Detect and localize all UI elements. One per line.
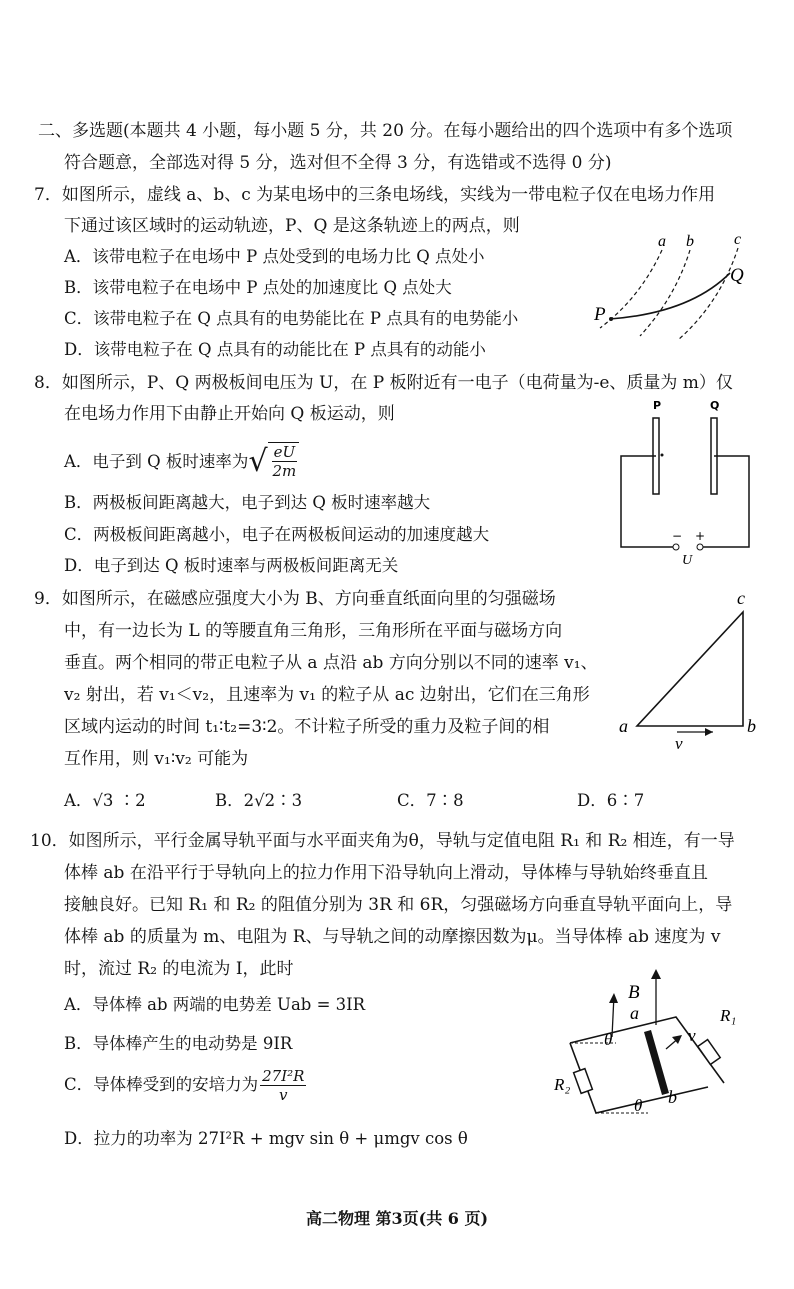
triangle-abc: [637, 612, 743, 726]
q7-option-a[interactable]: A．该带电粒子在电场中 P 点处受到的电场力比 Q 点处小: [64, 247, 485, 266]
q7-stem-line1: 7．如图所示，虚线 a、b、c 为某电场中的三条电场线，实线为一带电粒子仅在电场力作用: [34, 185, 716, 205]
q10-stem-line1: 10．如图所示，平行金属导轨平面与水平面夹角为θ，导轨与定值电阻 R₁ 和 R₂ 相连，有一导: [30, 831, 735, 851]
field-line-c: [678, 248, 738, 340]
velocity-arrowhead: [705, 728, 713, 736]
q8-a-numerator: eU: [273, 443, 296, 461]
q8-option-c[interactable]: C．两极板间距离越小，电子在两极板间运动的加速度越大: [64, 525, 490, 544]
label-r2: R₂: [554, 1075, 571, 1094]
label-c: c: [737, 588, 745, 608]
resistor-r1: [698, 1040, 720, 1065]
q7-field-line-figure: [580, 228, 780, 348]
electron-dot: [661, 454, 664, 457]
q10-option-c[interactable]: [64, 1060, 308, 1110]
q9-triangle-figure: [615, 588, 765, 753]
label-v: v: [688, 1026, 696, 1045]
label-b: b: [747, 716, 756, 736]
q9-stem-line2: 中，有一边长为 L 的等腰直角三角形，三角形所在平面与磁场方向: [64, 621, 563, 641]
q7-option-d[interactable]: D．该带电粒子在 Q 点具有的动能比在 P 点具有的动能小: [64, 340, 486, 359]
q9-stem-line5: 区域内运动的时间 t₁∶t₂=3∶2。不计粒子所受的重力及粒子间的相: [64, 717, 550, 737]
terminal-plus: [697, 544, 703, 550]
wire-right: [703, 456, 749, 547]
section-title-line1: 二、多选题(本题共 4 小题，每小题 5 分，共 20 分。在每小题给出的四个选项中有多个选项: [38, 121, 733, 141]
label-b-field: B: [628, 982, 640, 1003]
label-a: a: [630, 1003, 639, 1023]
q10-rail-circuit-figure: [548, 965, 788, 1125]
label-b: b: [668, 1087, 677, 1107]
q10-option-d[interactable]: D．拉力的功率为 27I²R + mgv sin θ + μmgv cos θ: [64, 1129, 468, 1148]
q10-stem-line5: 时，流过 R₂ 的电流为 I，此时: [64, 959, 294, 979]
q10-option-b[interactable]: B．导体棒产生的电动势是 9IR: [64, 1034, 293, 1053]
q9-stem-line4: v₂ 射出，若 v₁＜v₂，且速率为 v₁ 的粒子从 ac 边射出，它们在三角形: [64, 685, 590, 705]
q10-stem-line3: 接触良好。已知 R₁ 和 R₂ 的阻值分别为 3R 和 6R，匀强磁场方向垂直导轨平面向上，导: [64, 895, 733, 915]
label-b: b: [686, 233, 694, 250]
label-a: a: [619, 716, 628, 736]
q8-stem-line1: 8．如图所示，P、Q 两极板间电压为 U，在 P 板附近有一电子（电荷量为-e、质量为 m）仅: [34, 373, 733, 393]
plate-p-label: P: [653, 399, 662, 412]
label-a: a: [658, 233, 666, 250]
q10-option-c-text: C．导体棒受到的安培力为: [64, 1075, 259, 1094]
label-r1: R₁: [720, 1006, 737, 1025]
q9-option-a[interactable]: A．√3 ∶2: [64, 791, 146, 810]
q7-option-b[interactable]: B．该带电粒子在电场中 P 点处的加速度比 Q 点处大: [64, 278, 452, 297]
q9-option-c[interactable]: C．7∶8: [397, 791, 464, 810]
terminal-minus: [673, 544, 679, 550]
q8-option-d[interactable]: D．电子到达 Q 板时速率与两极板间距离无关: [64, 556, 399, 575]
q10-c-denominator: v: [279, 1085, 288, 1104]
field-line-b: [640, 250, 690, 336]
sqrt-symbol: √ $\frac{eU}{2m}$: [248, 442, 299, 482]
q9-stem-line3: 垂直。两个相同的带正电粒子从 a 点沿 ab 方向分别以不同的速率 v₁、: [64, 653, 598, 673]
conductor-bar-ab: [644, 1030, 669, 1095]
page-footer: 高二物理 第3页(共 6 页): [305, 1209, 489, 1228]
q8-a-denominator: 2m: [272, 462, 297, 480]
wire-left: [621, 456, 673, 547]
label-theta-upper: θ: [604, 1030, 613, 1049]
plus-sign: +: [695, 529, 706, 543]
q8-option-a-text: A．电子到 Q 板时速率为: [64, 452, 249, 471]
q8-option-b[interactable]: B．两极板间距离越大，电子到达 Q 板时速率越大: [64, 493, 431, 512]
voltage-label: U: [682, 553, 693, 568]
q10-c-numerator: 27I²R: [262, 1066, 305, 1085]
q10-stem-line2: 体棒 ab 在沿平行于导轨向上的拉力作用下沿导轨向上滑动，导体棒与导轨始终垂直且: [64, 863, 708, 883]
label-theta-lower: θ: [634, 1096, 643, 1115]
q7-option-c[interactable]: C．该带电粒子在 Q 点具有的电势能比在 P 点具有的电势能小: [64, 309, 519, 328]
label-q: Q: [730, 265, 744, 286]
q8-capacitor-figure: [615, 392, 765, 567]
minus-sign: −: [672, 529, 683, 543]
b-field-arrowhead-1: [609, 993, 618, 1003]
q9-option-d[interactable]: D．6∶7: [577, 791, 645, 810]
q9-option-b[interactable]: B．2√2∶3: [215, 791, 303, 810]
plate-q-label: Q: [710, 399, 720, 412]
q10-option-a[interactable]: A．导体棒 ab 两端的电势差 Uab = 3IR: [64, 995, 366, 1014]
label-p: P: [594, 304, 606, 325]
q10-stem-line4: 体棒 ab 的质量为 m、电阻为 R、与导轨之间的动摩擦因数为μ。当导体棒 ab 速度为 v: [64, 927, 721, 947]
label-c: c: [734, 231, 742, 248]
q8-stem-line2: 在电场力作用下由静止开始向 Q 板运动，则: [64, 404, 395, 424]
point-p-dot: [609, 317, 613, 321]
q9-stem-line6: 互作用，则 v₁∶v₂ 可能为: [64, 749, 249, 769]
resistor-r2: [574, 1069, 593, 1094]
q9-stem-line1: 9．如图所示，在磁感应强度大小为 B、方向垂直纸面向里的匀强磁场: [34, 589, 556, 609]
q8-option-a[interactable]: [64, 440, 299, 484]
q7-stem-line2: 下通过该区域时的运动轨迹，P、Q 是这条轨迹上的两点，则: [64, 216, 520, 236]
section-title-line2: 符合题意，全部选对得 5 分，选对但不全得 3 分，有选错或不选得 0 分): [64, 153, 612, 173]
b-field-arrowhead-2: [651, 969, 661, 979]
label-v: v: [675, 734, 683, 753]
